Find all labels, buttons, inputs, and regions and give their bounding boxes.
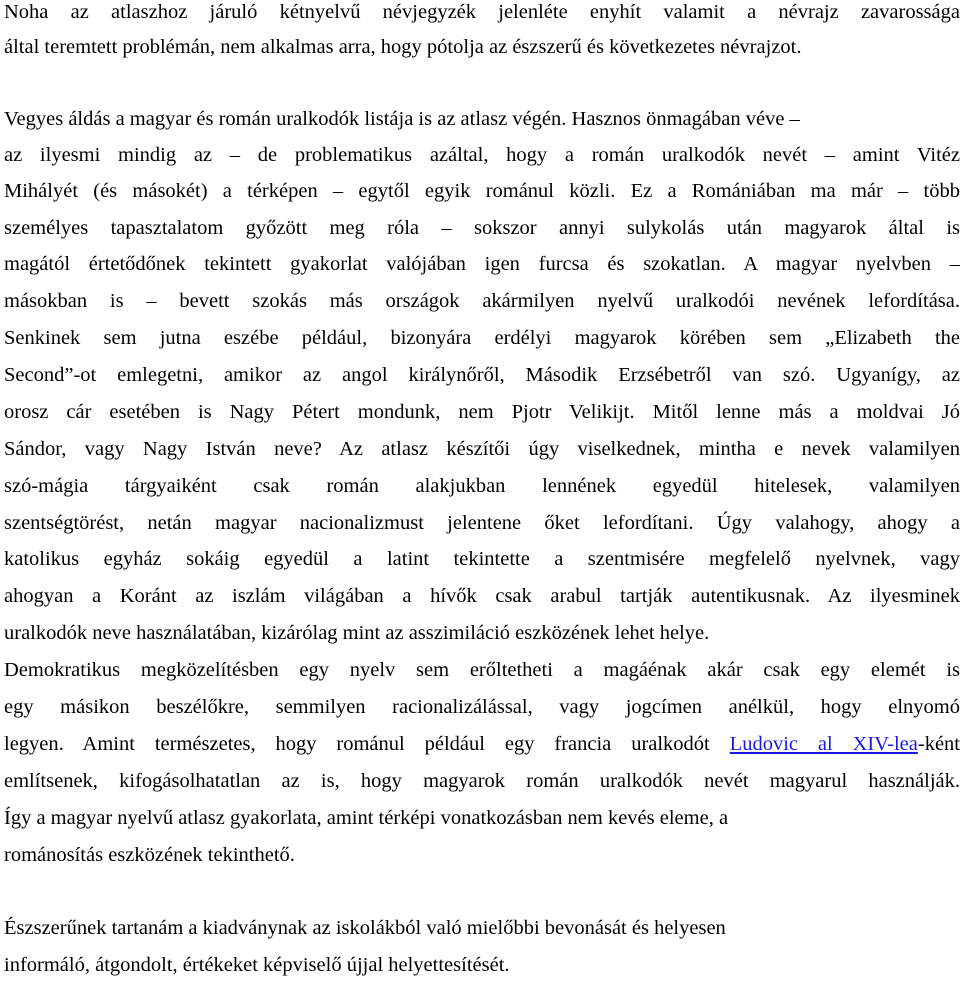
paragraph-2-line-21: románosítás eszközének tekinthető. <box>4 844 295 866</box>
paragraph-2-line-7: Senkinek sem jutna eszébe például, bizonyára erdélyi magyarok körében sem „Elizabeth the <box>4 327 960 349</box>
paragraph-3-line-1: Észszerűnek tartanám a kiadványnak az iskolákból való mielőbbi bevonását és helyesen <box>4 917 726 939</box>
paragraph-2-line-3: Mihályét (és másokét) a térképen – egytől egyik románul közli. Ez a Romániában ma már – több <box>4 180 960 202</box>
paragraph-2-line-20: Így a magyar nyelvű atlasz gyakorlata, amint térképi vonatkozásban nem kevés eleme, a <box>4 807 729 829</box>
paragraph-2-line-6: másokban is – bevett szokás más országok akármilyen nyelvű uralkodói nevének lefordítása. <box>4 290 960 312</box>
ludovic-link[interactable]: Ludovic al XIV-lea <box>729 733 918 755</box>
paragraph-2-line-2: az ilyesmi mindig az – de problematikus azáltal, hogy a román uralkodók nevét – amint Vitéz <box>4 144 960 166</box>
paragraph-1-line-1: Noha az atlaszhoz járuló kétnyelvű névjegyzék jelenléte enyhít valamit a névrajz zavarossága <box>4 1 960 23</box>
paragraph-2-line-19: említsenek, kifogásolhatatlan az is, hogy magyarok román uralkodók nevét magyarul használják. <box>4 770 960 792</box>
paragraph-2-line-1: Vegyes áldás a magyar és román uralkodók listája is az atlasz végén. Hasznos önmagában véve – <box>4 108 800 130</box>
paragraph-2-line-4: személyes tapasztalatom győzött meg róla – sokszor annyi sulykolás után magyarok által is <box>4 217 960 239</box>
paragraph-2-line-18 <box>4 732 960 756</box>
paragraph-2-line-17: egy másikon beszélőkre, semmilyen racionalizálással, vagy jogcímen anélkül, hogy elnyomó <box>4 696 960 718</box>
paragraph-2-line-8: Second”-ot emlegetni, amikor az angol királynőről, Második Erzsébetről van szó. Ugyanígy, az <box>4 364 960 386</box>
paragraph-1-line-2: által teremtett problémán, nem alkalmas arra, hogy pótolja az észszerű és következetes névrajzot. <box>4 36 802 58</box>
link-line-before: legyen. Amint természetes, hogy románul például egy francia uralkodót <box>4 733 730 755</box>
paragraph-3-line-2: informáló, átgondolt, értékeket képviselő újjal helyettesítését. <box>4 954 510 976</box>
paragraph-2-line-13: katolikus egyház sokáig egyedül a latint tekintette a szentmisére megfelelő nyelvnek, vagy <box>4 548 960 570</box>
paragraph-2-line-10: Sándor, vagy Nagy István neve? Az atlasz készítői úgy viselkednek, mintha e nevek valamilyen <box>4 438 960 460</box>
paragraph-2-line-16: Demokratikus megközelítésben egy nyelv sem erőltetheti a magáénak akár csak egy elemét is <box>4 659 960 681</box>
paragraph-2-line-15: uralkodók neve használatában, kizárólag mint az asszimiláció eszközének lehet helye. <box>4 622 710 644</box>
paragraph-2-line-9: orosz cár esetében is Nagy Pétert mondunk, nem Pjotr Velikijt. Mitől lenne más a moldvai Jó <box>4 401 960 423</box>
link-line-after: -ként <box>917 733 960 755</box>
paragraph-2-line-11: szó-mágia tárgyaiként csak román alakjukban lennének egyedül hitelesek, valamilyen <box>4 475 960 497</box>
paragraph-2-line-5: magától értetődőnek tekintett gyakorlat valójában igen furcsa és szokatlan. A magyar nyelvben – <box>4 253 960 275</box>
paragraph-2-line-14: ahogyan a Koránt az iszlám világában a hívők csak arabul tartják autentikusnak. Az ilyesminek <box>4 585 960 607</box>
paragraph-2-line-12: szentségtörést, netán magyar nacionalizmust jelentene őket lefordítani. Úgy valahogy, ahogy a <box>4 512 960 534</box>
